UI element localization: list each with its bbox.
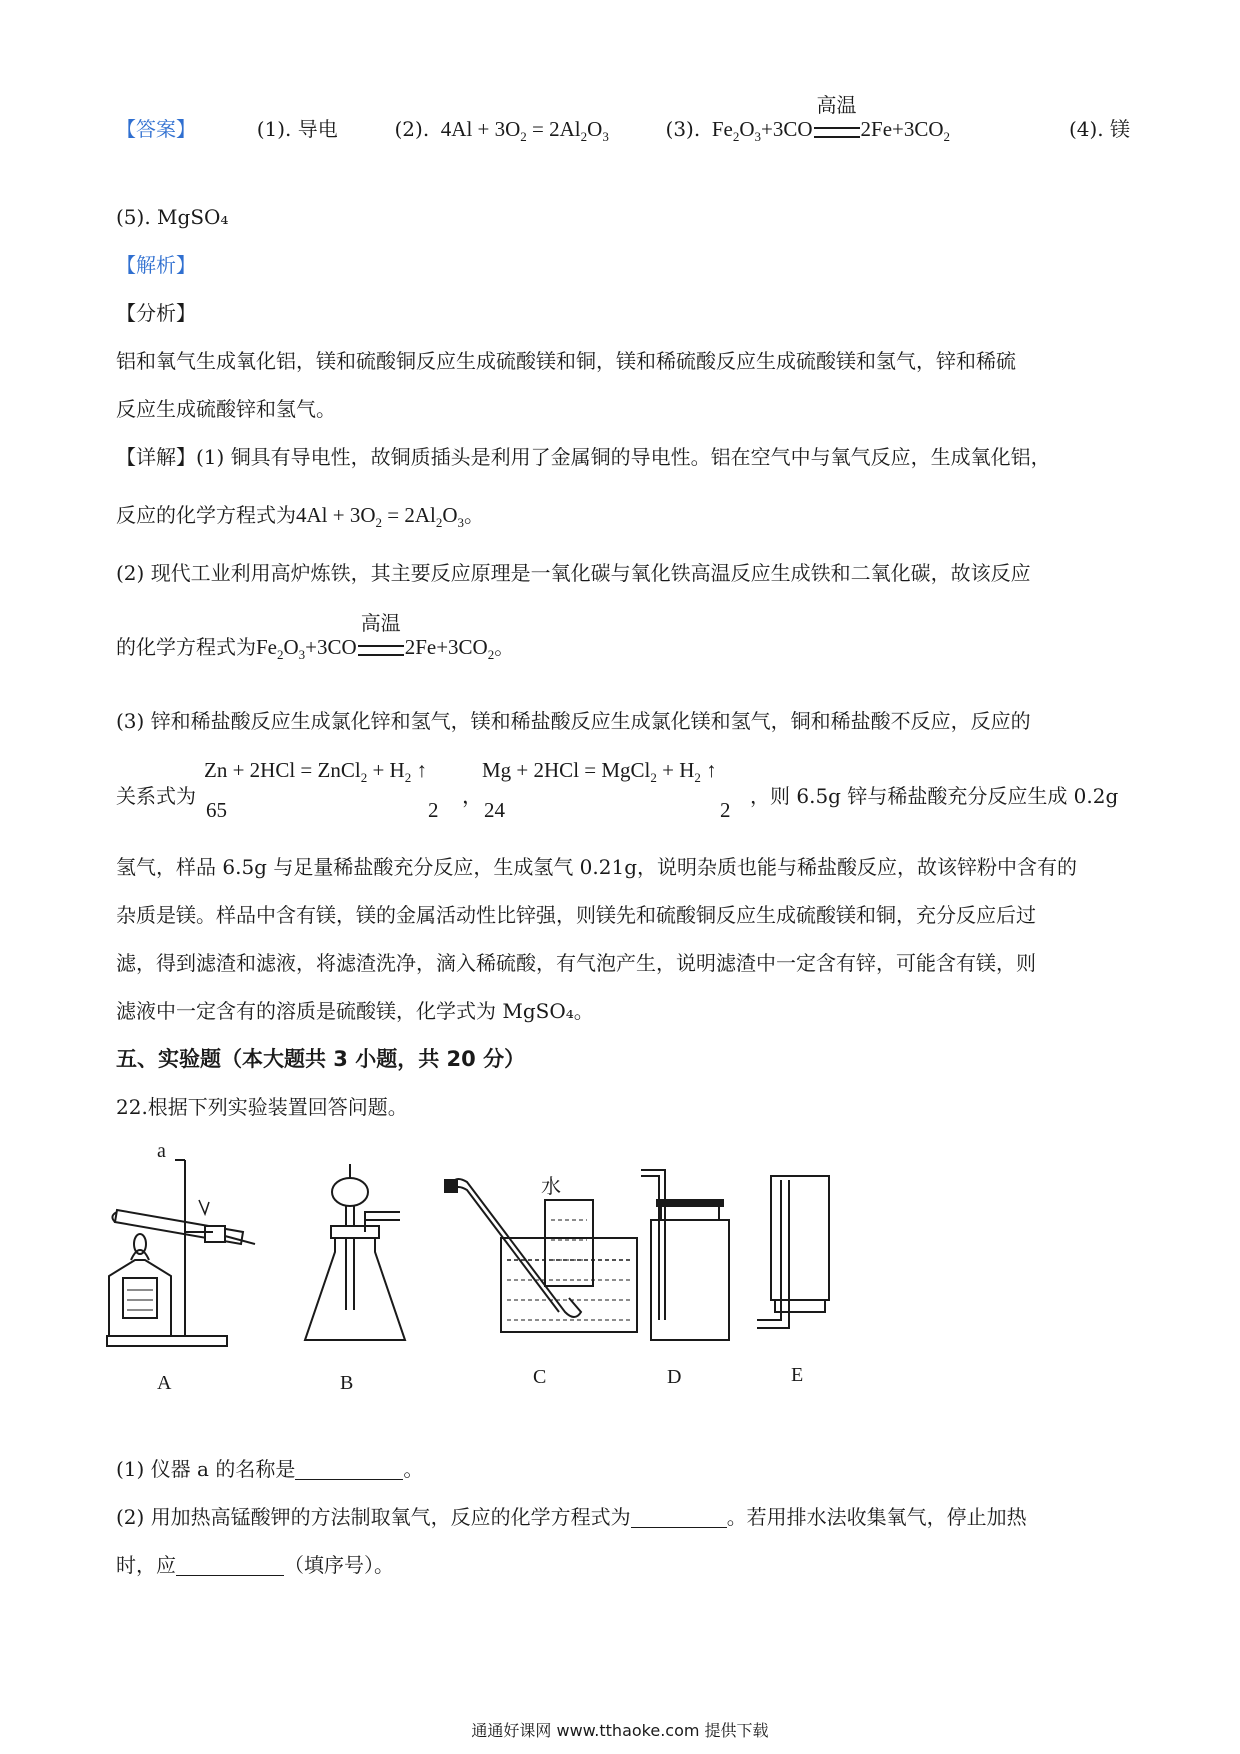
apparatus-e [757,1176,829,1328]
equation-fe2o3-co: $Fe_2O_3+3CO$ 高温 $2Fe+3CO_2$ [711,93,951,144]
detail-line-7: 杂质是镁。样品中含有镁，镁的金属活动性比锌强，则镁先和硫酸铜反应生成硫酸镁和铜，充分反应后过 [116,903,1036,927]
figure-label-a: A [157,1372,172,1394]
apparatus-b [305,1164,405,1340]
question-22-1: (1) 仪器 a 的名称是 。 [116,1457,424,1481]
analysis-tag: 【解析】 [116,253,196,277]
reaction-condition: 高温 [814,116,860,146]
relation-zn-h2-mass: 2 [428,798,439,822]
fenxi-tag: 【分析】 [116,301,196,325]
equation-al-o2: $4Al + 3O_2 = 2Al_2O_3$ [440,117,609,144]
detail-line-4: 的化学方程式为$Fe_2O_3+3CO$ 高温 $2Fe+3CO_2$。 [116,611,515,662]
relation-zn-mass: 65 [206,798,227,822]
fenxi-text-1: 铝和氧气生成氧化铝，镁和硫酸铜反应生成硫酸镁和铜，镁和稀硫酸反应生成硫酸镁和氢气，锌和稀硫 [116,349,1016,373]
answer-part-4: (4). 镁 [1068,117,1130,141]
instrument-a-label: a [157,1140,166,1162]
question-22-2: (2) 用加热高锰酸钾的方法制取氧气，反应的化学方程式为 。若用排水法收集氧气，停止加热 [116,1505,1027,1529]
apparatus-figure [105,1140,925,1400]
answer-part-2-label: (2). [394,117,430,141]
figure-label-e: E [791,1364,804,1386]
question-22: 22.根据下列实验装置回答问题。 [116,1095,408,1119]
question-22-3: 时，应 （填序号）。 [116,1553,394,1577]
answer-part-5: (5). MgSO₄ [116,205,229,229]
figure-label-b: B [340,1372,354,1394]
detail-line-1 [116,442,1130,472]
relation-suffix: ，则 6.5g 锌与稀盐酸充分反应生成 0.2g [750,784,1119,808]
detail-line-3: (2) 现代工业利用高炉炼铁，其主要反应原理是一氧化碳与氧化铁高温反应生成铁和二氧化碳，故该反应 [116,561,1031,585]
answer-line [116,93,1130,146]
apparatus-d [641,1170,729,1340]
answer-part-3-label: (3). [665,117,701,141]
relation-prefix: 关系式为 [116,784,196,808]
detail-line-9: 滤液中一定含有的溶质是硫酸镁，化学式为 MgSO₄。 [116,999,594,1023]
figure-label-d: D [667,1366,682,1388]
apparatus-drawing [105,1140,925,1400]
water-label: 水 [541,1174,561,1198]
answer-tag: 【答案】 [116,117,196,141]
section-title: 五、实验题（本大题共 3 小题，共 20 分） [116,1047,526,1071]
relation-eq-mg: Mg + 2HCl = MgCl$_2$ + $H_2$ ↑ [482,758,717,785]
apparatus-a [107,1160,255,1346]
document-page: 【答案】 (1). 导电 (2). $4Al + 3O_2 = 2Al_2O_3$ (3). $Fe_2O_3+3CO$ 高温 $2Fe+3CO_2$ (4). 镁 (5). MgSO₄ 【解析】 【分析】 铝和氧气生成氧化铝，镁和硫酸铜反应生成硫酸镁和铜，镁和稀硫酸反应生成硫酸镁和氢气，锌和稀硫 反应生成硫酸锌和氢气。 【详解】(1) 铜具有导电性，故铜质插头是利用了金属铜的导电性。铝在空气中与氧气反应，生成氧化铝， 反应的化学方程式为$4Al + 3O_2 = 2Al_2O_3$。 (2) 现代工业利用高炉炼铁，其主要反应原理是一氧化碳与氧化铁高温反应生成铁和二氧化碳，故该反应 的化学方程式为$Fe_2O_3+3CO$ 高温 $2Fe+3CO_2$。 (3) 锌和稀盐酸反应生成氯化锌和氢气，镁和稀盐酸反应生成氯化镁和氢气，铜和稀盐酸不反应，反应的 关系式为 Zn + 2HCl = ZnCl$_2$ + $H_2$ ↑ 65 2 ， Mg + 2HCl = MgCl$_2$ + $H_2$ ↑ 24 2 ，则 6.5g 锌与稀盐酸充分反应生成 0.2g 氢气，样品 6.5g 与足量稀盐酸充分反应，生成氢气 0.21g，说明杂质也能与稀盐酸反应，故该锌粉中含有的 杂质是镁。样品中含有镁，镁的金属活动性比锌强，则镁先和硫酸铜反应生成硫酸镁和铜，充分反应后过 滤，得到滤渣和滤液，将滤渣洗净，滴入稀硫酸，有气泡产生，说明滤渣中一定含有锌，可能含有镁，则 滤液中一定含有的溶质是硫酸镁，化学式为 MgSO₄。 五、实验题（本大题共 3 小题，共 20 分） 22.根据下列实验装置回答问题。 a 水 A B C D E (1) 仪器 a 的名称是 。 (2) 用加热高锰酸钾的方法制取氧气，反应的化学方程式为 。若用排水法收集氧气，停止加热 时，应 （填序号）。 通通好课网 www.tthaoke.com 提供下载 [0,0,1240,1754]
figure-label-c: C [533,1366,547,1388]
equation-al-o2-inline: $4Al + 3O_2 = 2Al_2O_3$ [296,503,465,530]
relation-eq-zn: Zn + 2HCl = ZnCl$_2$ + $H_2$ ↑ [204,758,427,785]
answer-blank-3[interactable] [176,1555,284,1576]
detail-line-8: 滤，得到滤渣和滤液，将滤渣洗净，滴入稀硫酸，有气泡产生，说明滤渣中一定含有锌，可能含有镁，则 [116,951,1036,975]
answer-blank-1[interactable] [295,1459,403,1480]
detail-line-5: (3) 锌和稀盐酸反应生成氯化锌和氢气，镁和稀盐酸反应生成氯化镁和氢气，铜和稀盐酸不反应，反应的 [116,709,1031,733]
answer-blank-2[interactable] [631,1507,727,1528]
detail-tag: 【详解】 [116,445,196,469]
apparatus-c [445,1179,637,1332]
detail-line-6: 氢气，样品 6.5g 与足量稀盐酸充分反应，生成氢气 0.21g，说明杂质也能与稀盐酸反应，故该锌粉中含有的 [116,855,1078,879]
equation-fe2o3-co-inline: $Fe_2O_3+3CO$ 高温 $2Fe+3CO_2$ [256,611,495,662]
relation-mg-h2-mass: 2 [720,798,731,822]
detail-line-2: 反应的化学方程式为$4Al + 3O_2 = 2Al_2O_3$。 [116,503,485,530]
relation-mg-mass: 24 [484,798,505,822]
answer-part-1: (1). 导电 [256,117,338,141]
page-footer: 通通好课网 www.tthaoke.com 提供下载 [471,1721,769,1740]
detail-text-1: (1) 铜具有导电性，故铜质插头是利用了金属铜的导电性。铝在空气中与氧气反应，生成氧化铝， [196,445,1051,469]
fenxi-text-2: 反应生成硫酸锌和氢气。 [116,397,336,421]
